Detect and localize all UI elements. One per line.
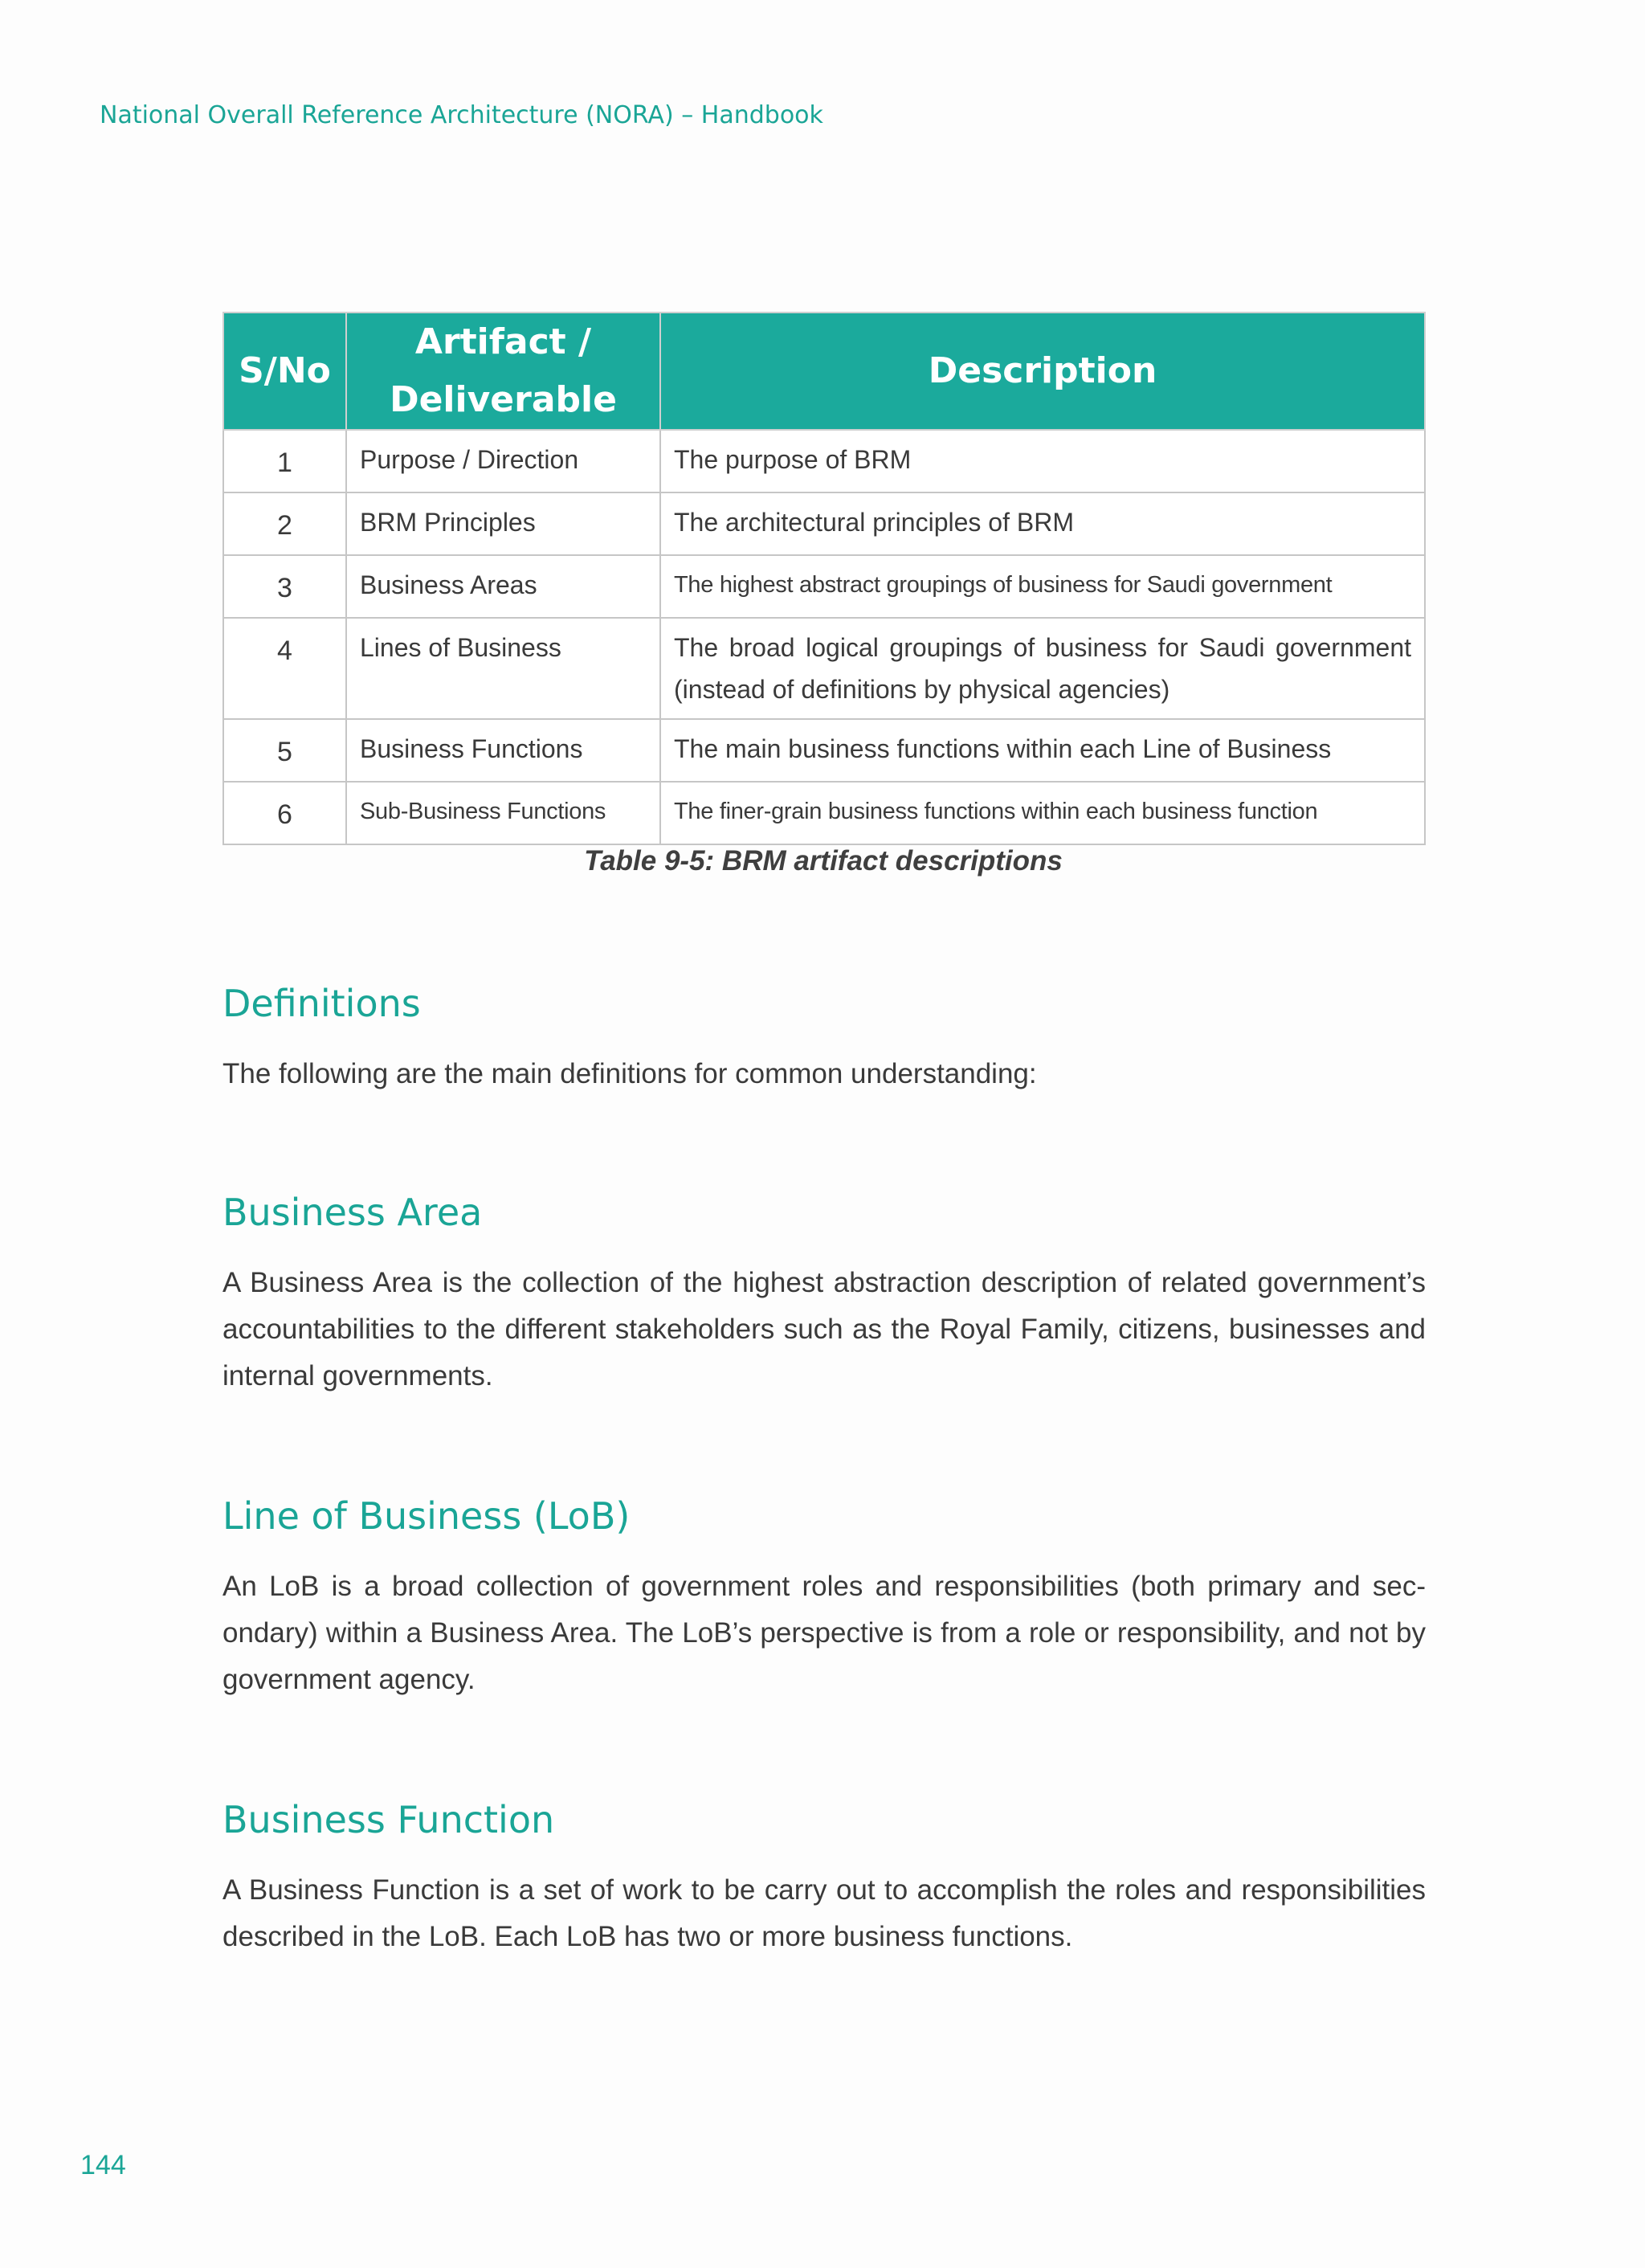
brm-artifact-table [222, 312, 1426, 845]
row-sno: 2 [223, 492, 346, 555]
row-sno: 3 [223, 555, 346, 618]
row-sno: 4 [223, 618, 346, 719]
row-artifact: Sub-Business Functions [346, 782, 660, 844]
column-header-sno: S/No [223, 313, 346, 430]
column-header-artifact: Artifact / Deliverable [346, 313, 660, 430]
row-description: The highest abstract groupings of business for Saudi government [660, 555, 1425, 618]
section-heading-business-function: Business Function [222, 1798, 555, 1841]
column-header-description: Description [660, 313, 1425, 430]
row-description: The main business functions within each Line of Business [660, 719, 1425, 782]
row-sno: 5 [223, 719, 346, 782]
page-number: 144 [80, 2150, 126, 2180]
row-description: The purpose of BRM [660, 430, 1425, 492]
row-description: The broad logical groupings of business for Saudi government (instead of definitions by physical agencies) [660, 618, 1425, 719]
table-header-row [223, 313, 1425, 430]
row-artifact: Lines of Business [346, 618, 660, 719]
table-row [223, 555, 1425, 618]
section-body-definitions: The following are the main definitions for common understanding: [222, 1058, 1037, 1089]
table-row [223, 492, 1425, 555]
row-sno: 6 [223, 782, 346, 844]
section-body-line-of-business: An LoB is a broad collection of government roles and responsibilities (both primary and sec-ondary) within a Business Area. The LoB’s perspective is from a role or responsibility, and not by government agency. [222, 1571, 1426, 1695]
table-row [223, 719, 1425, 782]
row-artifact: Business Areas [346, 555, 660, 618]
table-row [223, 618, 1425, 719]
row-description: The finer-grain business functions within each business function [660, 782, 1425, 844]
section-heading-business-area: Business Area [222, 1191, 483, 1234]
running-header: National Overall Reference Architecture (NORA) – Handbook [100, 101, 823, 129]
row-description: The architectural principles of BRM [660, 492, 1425, 555]
table-row [223, 430, 1425, 492]
table-row [223, 782, 1425, 844]
row-sno: 1 [223, 430, 346, 492]
section-body-business-function: A Business Function is a set of work to be carry out to accomplish the roles and responsibilities described in the LoB. Each LoB has two or more business functions. [222, 1874, 1426, 1952]
section-body-business-area: A Business Area is the collection of the highest abstraction description of related government’s accountabilities to the different stakeholders such as the Royal Family, citizens, businesses and internal governments. [222, 1267, 1426, 1391]
table-caption: Table 9-5: BRM artifact descriptions [584, 845, 1063, 877]
section-heading-definitions: Definitions [222, 982, 421, 1025]
row-artifact: BRM Principles [346, 492, 660, 555]
section-heading-line-of-business: Line of Business (LoB) [222, 1494, 631, 1538]
row-artifact: Business Functions [346, 719, 660, 782]
row-artifact: Purpose / Direction [346, 430, 660, 492]
